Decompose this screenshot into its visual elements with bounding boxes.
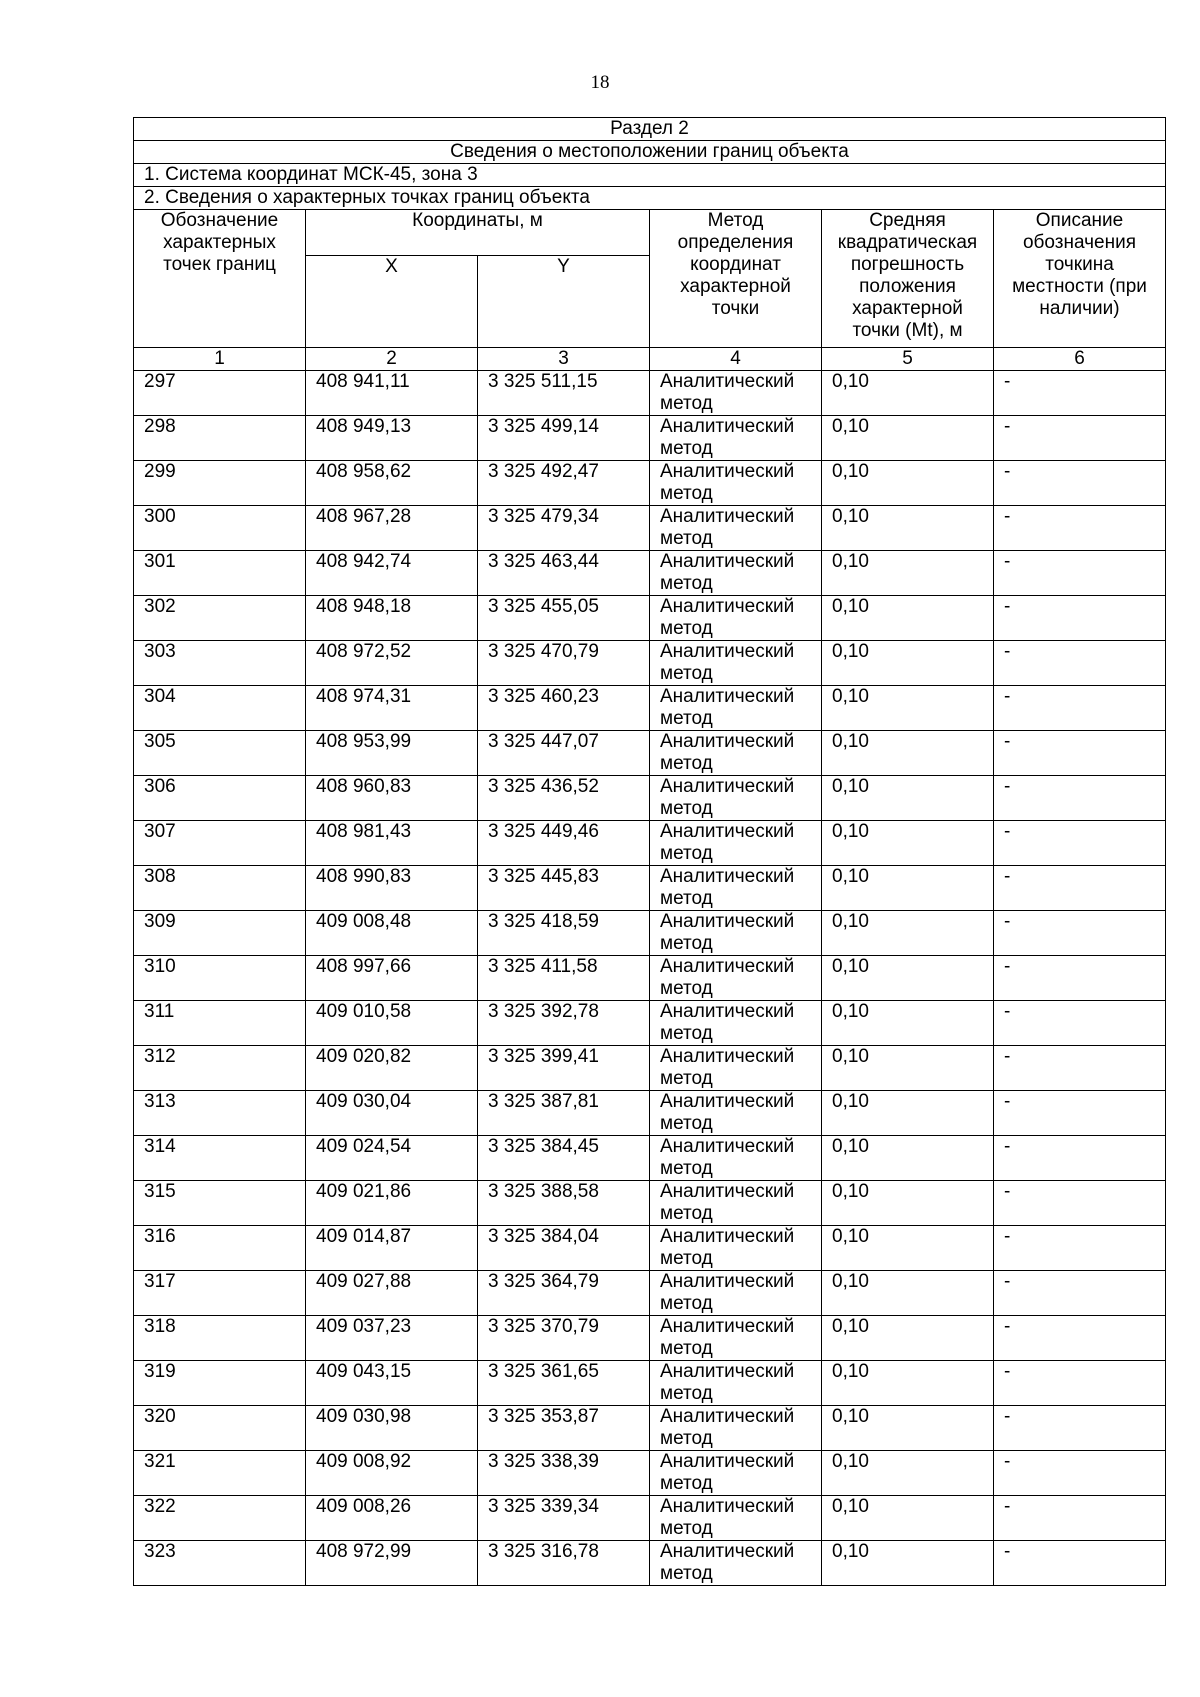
method-cell: Аналитический метод: [650, 371, 822, 416]
description-cell: -: [994, 956, 1166, 1001]
description-cell: -: [994, 1226, 1166, 1271]
table-row: [134, 371, 1166, 416]
description-cell: -: [994, 821, 1166, 866]
method-cell: Аналитический метод: [650, 1181, 822, 1226]
point-id-cell: 309: [134, 911, 306, 956]
table-row: [134, 1046, 1166, 1091]
method-cell: Аналитический метод: [650, 1496, 822, 1541]
point-id-cell: 316: [134, 1226, 306, 1271]
coord-x-cell: 409 008,26: [306, 1496, 478, 1541]
table-row: [134, 686, 1166, 731]
error-cell: 0,10: [822, 1541, 994, 1586]
coord-y-cell: 3 325 399,41: [478, 1046, 650, 1091]
method-cell: Аналитический метод: [650, 731, 822, 776]
error-cell: 0,10: [822, 551, 994, 596]
point-id-cell: 301: [134, 551, 306, 596]
error-cell: 0,10: [822, 1496, 994, 1541]
point-id-cell: 321: [134, 1451, 306, 1496]
coord-y-cell: 3 325 470,79: [478, 641, 650, 686]
coord-x-cell: 408 967,28: [306, 506, 478, 551]
header-designation: Обозначение характерных точек границ: [134, 210, 306, 348]
point-id-cell: 302: [134, 596, 306, 641]
method-cell: Аналитический метод: [650, 551, 822, 596]
coord-x-cell: 408 958,62: [306, 461, 478, 506]
coord-y-cell: 3 325 384,45: [478, 1136, 650, 1181]
coord-x-cell: 409 043,15: [306, 1361, 478, 1406]
method-cell: Аналитический метод: [650, 461, 822, 506]
description-cell: -: [994, 551, 1166, 596]
coord-x-cell: 408 981,43: [306, 821, 478, 866]
table-row: [134, 641, 1166, 686]
table-row: [134, 506, 1166, 551]
coord-x-cell: 409 020,82: [306, 1046, 478, 1091]
point-id-cell: 310: [134, 956, 306, 1001]
coord-y-cell: 3 325 411,58: [478, 956, 650, 1001]
error-cell: 0,10: [822, 596, 994, 641]
coord-x-cell: 409 024,54: [306, 1136, 478, 1181]
description-cell: -: [994, 1271, 1166, 1316]
error-cell: 0,10: [822, 686, 994, 731]
description-cell: -: [994, 731, 1166, 776]
coord-y-cell: 3 325 392,78: [478, 1001, 650, 1046]
column-number: 3: [478, 348, 650, 371]
coord-x-cell: 409 014,87: [306, 1226, 478, 1271]
error-cell: 0,10: [822, 821, 994, 866]
coord-y-cell: 3 325 388,58: [478, 1181, 650, 1226]
coord-x-cell: 408 949,13: [306, 416, 478, 461]
table-row: [134, 1091, 1166, 1136]
coord-system: 1. Система координат МСК-45, зона 3: [134, 164, 1166, 187]
table-row: [134, 866, 1166, 911]
coord-y-cell: 3 325 387,81: [478, 1091, 650, 1136]
error-cell: 0,10: [822, 641, 994, 686]
coord-y-cell: 3 325 353,87: [478, 1406, 650, 1451]
coord-y-cell: 3 325 364,79: [478, 1271, 650, 1316]
error-cell: 0,10: [822, 1271, 994, 1316]
coord-x-cell: 408 960,83: [306, 776, 478, 821]
column-number: 2: [306, 348, 478, 371]
error-cell: 0,10: [822, 866, 994, 911]
table-row: [134, 461, 1166, 506]
coord-x-cell: 409 027,88: [306, 1271, 478, 1316]
description-cell: -: [994, 776, 1166, 821]
method-cell: Аналитический метод: [650, 416, 822, 461]
table-row: [134, 956, 1166, 1001]
method-cell: Аналитический метод: [650, 866, 822, 911]
table-row: [134, 911, 1166, 956]
point-id-cell: 299: [134, 461, 306, 506]
coord-y-cell: 3 325 511,15: [478, 371, 650, 416]
error-cell: 0,10: [822, 1316, 994, 1361]
column-number: 5: [822, 348, 994, 371]
description-cell: -: [994, 866, 1166, 911]
method-cell: Аналитический метод: [650, 686, 822, 731]
coord-x-cell: 409 030,04: [306, 1091, 478, 1136]
coord-y-cell: 3 325 447,07: [478, 731, 650, 776]
point-id-cell: 313: [134, 1091, 306, 1136]
method-cell: Аналитический метод: [650, 1091, 822, 1136]
table-body: [134, 118, 1166, 1586]
header-row-1: [134, 210, 1166, 256]
coord-y-cell: 3 325 339,34: [478, 1496, 650, 1541]
coord-x-cell: 409 008,92: [306, 1451, 478, 1496]
point-id-cell: 308: [134, 866, 306, 911]
table-row: [134, 1316, 1166, 1361]
error-cell: 0,10: [822, 1001, 994, 1046]
column-numbers-row: [134, 348, 1166, 371]
coord-y-cell: 3 325 479,34: [478, 506, 650, 551]
header-coordinates: Координаты, м: [306, 210, 650, 256]
point-id-cell: 315: [134, 1181, 306, 1226]
point-id-cell: 318: [134, 1316, 306, 1361]
description-cell: -: [994, 416, 1166, 461]
table-row: [134, 1361, 1166, 1406]
point-id-cell: 300: [134, 506, 306, 551]
point-id-cell: 305: [134, 731, 306, 776]
table-row: [134, 776, 1166, 821]
point-id-cell: 303: [134, 641, 306, 686]
method-cell: Аналитический метод: [650, 1046, 822, 1091]
description-cell: -: [994, 1406, 1166, 1451]
point-id-cell: 311: [134, 1001, 306, 1046]
points-title: 2. Сведения о характерных точках границ объекта: [134, 187, 1166, 210]
table-row: [134, 1496, 1166, 1541]
coord-y-cell: 3 325 316,78: [478, 1541, 650, 1586]
coord-y-cell: 3 325 436,52: [478, 776, 650, 821]
header-x: X: [306, 256, 478, 348]
coord-x-cell: 408 953,99: [306, 731, 478, 776]
coord-x-cell: 409 010,58: [306, 1001, 478, 1046]
method-cell: Аналитический метод: [650, 1271, 822, 1316]
point-id-cell: 317: [134, 1271, 306, 1316]
point-id-cell: 304: [134, 686, 306, 731]
table-row: [134, 1226, 1166, 1271]
error-cell: 0,10: [822, 956, 994, 1001]
method-cell: Аналитический метод: [650, 1316, 822, 1361]
coord-y-cell: 3 325 338,39: [478, 1451, 650, 1496]
point-id-cell: 322: [134, 1496, 306, 1541]
section-title: Раздел 2: [134, 118, 1166, 141]
error-cell: 0,10: [822, 1361, 994, 1406]
coord-x-cell: 409 030,98: [306, 1406, 478, 1451]
coord-x-cell: 408 990,83: [306, 866, 478, 911]
method-cell: Аналитический метод: [650, 641, 822, 686]
table-row: [134, 596, 1166, 641]
error-cell: 0,10: [822, 506, 994, 551]
description-cell: -: [994, 1046, 1166, 1091]
error-cell: 0,10: [822, 461, 994, 506]
error-cell: 0,10: [822, 776, 994, 821]
description-cell: -: [994, 506, 1166, 551]
coord-y-cell: 3 325 460,23: [478, 686, 650, 731]
method-cell: Аналитический метод: [650, 1001, 822, 1046]
error-cell: 0,10: [822, 1451, 994, 1496]
section-subtitle: Сведения о местоположении границ объекта: [134, 141, 1166, 164]
section-subtitle-row: [134, 141, 1166, 164]
coord-y-cell: 3 325 361,65: [478, 1361, 650, 1406]
column-number: 1: [134, 348, 306, 371]
description-cell: -: [994, 641, 1166, 686]
description-cell: -: [994, 1136, 1166, 1181]
table-row: [134, 416, 1166, 461]
error-cell: 0,10: [822, 1091, 994, 1136]
coord-x-cell: 408 972,52: [306, 641, 478, 686]
coord-x-cell: 409 021,86: [306, 1181, 478, 1226]
coord-x-cell: 408 997,66: [306, 956, 478, 1001]
point-id-cell: 298: [134, 416, 306, 461]
coord-x-cell: 408 948,18: [306, 596, 478, 641]
description-cell: -: [994, 371, 1166, 416]
header-error: Средняя квадратическая погрешность положения характерной точки (Mt), м: [822, 210, 994, 348]
method-cell: Аналитический метод: [650, 1451, 822, 1496]
page-number: 18: [590, 72, 610, 93]
table-row: [134, 731, 1166, 776]
point-id-cell: 307: [134, 821, 306, 866]
method-cell: Аналитический метод: [650, 1136, 822, 1181]
error-cell: 0,10: [822, 731, 994, 776]
coord-y-cell: 3 325 463,44: [478, 551, 650, 596]
coord-y-cell: 3 325 492,47: [478, 461, 650, 506]
point-id-cell: 312: [134, 1046, 306, 1091]
column-number: 6: [994, 348, 1166, 371]
description-cell: -: [994, 1361, 1166, 1406]
method-cell: Аналитический метод: [650, 776, 822, 821]
error-cell: 0,10: [822, 1406, 994, 1451]
coord-y-cell: 3 325 418,59: [478, 911, 650, 956]
method-cell: Аналитический метод: [650, 911, 822, 956]
description-cell: -: [994, 1451, 1166, 1496]
point-id-cell: 297: [134, 371, 306, 416]
error-cell: 0,10: [822, 911, 994, 956]
table-row: [134, 551, 1166, 596]
coord-x-cell: 408 974,31: [306, 686, 478, 731]
table-row: [134, 1001, 1166, 1046]
description-cell: -: [994, 1001, 1166, 1046]
header-method: Метод определения координат характерной точки: [650, 210, 822, 348]
points-title-row: [134, 187, 1166, 210]
coord-y-cell: 3 325 384,04: [478, 1226, 650, 1271]
table-row: [134, 1181, 1166, 1226]
description-cell: -: [994, 1496, 1166, 1541]
column-number: 4: [650, 348, 822, 371]
point-id-cell: 306: [134, 776, 306, 821]
table-row: [134, 821, 1166, 866]
point-id-cell: 314: [134, 1136, 306, 1181]
point-id-cell: 320: [134, 1406, 306, 1451]
coord-y-cell: 3 325 370,79: [478, 1316, 650, 1361]
method-cell: Аналитический метод: [650, 596, 822, 641]
method-cell: Аналитический метод: [650, 1406, 822, 1451]
table-row: [134, 1451, 1166, 1496]
header-description: Описание обозначения точкина местности (при наличии): [994, 210, 1166, 348]
description-cell: -: [994, 1316, 1166, 1361]
method-cell: Аналитический метод: [650, 1361, 822, 1406]
point-id-cell: 319: [134, 1361, 306, 1406]
error-cell: 0,10: [822, 416, 994, 461]
table-row: [134, 1136, 1166, 1181]
section-title-row: [134, 118, 1166, 141]
error-cell: 0,10: [822, 1046, 994, 1091]
header-y: Y: [478, 256, 650, 348]
coord-y-cell: 3 325 449,46: [478, 821, 650, 866]
coord-x-cell: 408 941,11: [306, 371, 478, 416]
error-cell: 0,10: [822, 1181, 994, 1226]
method-cell: Аналитический метод: [650, 956, 822, 1001]
table-row: [134, 1541, 1166, 1586]
table-row: [134, 1406, 1166, 1451]
description-cell: -: [994, 596, 1166, 641]
description-cell: -: [994, 911, 1166, 956]
point-id-cell: 323: [134, 1541, 306, 1586]
error-cell: 0,10: [822, 1226, 994, 1271]
description-cell: -: [994, 686, 1166, 731]
coord-system-row: [134, 164, 1166, 187]
table-row: [134, 1271, 1166, 1316]
coord-x-cell: 409 008,48: [306, 911, 478, 956]
description-cell: -: [994, 1541, 1166, 1586]
coord-x-cell: 409 037,23: [306, 1316, 478, 1361]
method-cell: Аналитический метод: [650, 821, 822, 866]
error-cell: 0,10: [822, 371, 994, 416]
error-cell: 0,10: [822, 1136, 994, 1181]
boundary-points-table: [133, 117, 1166, 1586]
coord-x-cell: 408 972,99: [306, 1541, 478, 1586]
description-cell: -: [994, 1181, 1166, 1226]
coord-y-cell: 3 325 445,83: [478, 866, 650, 911]
coord-x-cell: 408 942,74: [306, 551, 478, 596]
method-cell: Аналитический метод: [650, 1541, 822, 1586]
description-cell: -: [994, 461, 1166, 506]
description-cell: -: [994, 1091, 1166, 1136]
method-cell: Аналитический метод: [650, 1226, 822, 1271]
coord-y-cell: 3 325 499,14: [478, 416, 650, 461]
method-cell: Аналитический метод: [650, 506, 822, 551]
coord-y-cell: 3 325 455,05: [478, 596, 650, 641]
